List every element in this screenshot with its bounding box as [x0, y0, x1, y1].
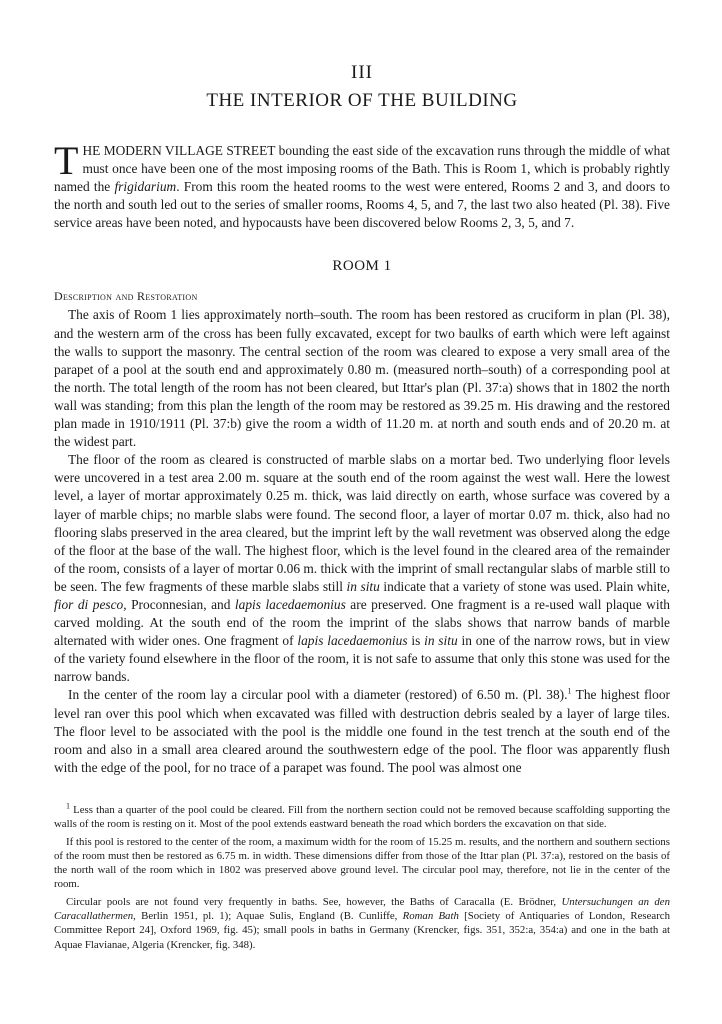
footnote-1 [54, 803, 670, 832]
intro-text-2: . From this room the heated rooms to the west were entered, Rooms 2 and 3, and doors to the north and south led out to the series of smaller rooms, Rooms 4, 5, and 7, the last two also heated (Pl. 38). Five service areas have been noted, and hypocausts have been discovered below Rooms 2, 3, 5, and 7. [54, 179, 671, 231]
p2-italic: lapis lacedaemonius [297, 633, 408, 649]
p2-italic: fior di pesco [54, 596, 124, 612]
p2-text: , Proconnesian, and [123, 596, 235, 612]
chapter-title: THE INTERIOR OF THE BUILDING [206, 90, 518, 111]
fn-text: [Society of Antiquaries of London, Research Committee Report 24], Oxford 1969, fig. 45); small pools in baths in Germany (Krencker, figs. 351, 352:a, 354:a) and one in the bath at Aquae Flavianae, Algeria (Krencker, fig. 348). [54, 909, 670, 951]
fn-text: Circular pools are not found very frequently in baths. See, however, the Baths of Caracalla (E. Brödner, [66, 895, 562, 908]
body-paragraph-3 [54, 686, 670, 776]
body-paragraph-1: The axis of Room 1 lies approximately north–south. The room has been restored as cruciform in plan (Pl. 38), and the western arm of the cross has been fully excavated, except for two baulks of earth which were left against the walls to support the masonry. The central section of the room was cleared to expose a very small area of the parapet of a pool at the south end and approximately 0.80 m. (measured north–south) of a corresponding pool at the north. The total length of the room has not been cleared, but Ittar's plan (Pl. 37:a) shows that in 1802 the north wall was standing; from this plan the length of the room may be restored as 39.25 m. His drawing and the restored plan made in 1910/1911 (Pl. 37:b) give the room a width of 11.20 m. at north and south ends and of 20.20 m. at the widest part. [54, 307, 670, 450]
room-heading: ROOM 1 [332, 258, 392, 275]
p3-text: The highest floor level ran over this pool which when excavated was filled with destruction debris sealed by a layer of large tiles. The floor level to be associated with the pool is the middle one found in the test trench at the south end of the room and also in a small area cleared around the southwestern edge of the pool. The floor was apparently flush with the edge of the pool, for no trace of a parapet was found. The pool was almost one [54, 687, 670, 775]
fn-title: Roman Bath [402, 909, 459, 922]
page [54, 62, 670, 955]
footnotes [54, 803, 670, 952]
footnote-ref[interactable]: 1 [567, 686, 572, 696]
intro-text-1: HE MODERN VILLAGE STREET bounding the east side of the excavation runs through the middle of what must once have been one of the most imposing rooms of the Bath. This is Room 1, which is probably rightly named the [54, 143, 670, 195]
fn-title: Untersuchungen an den Caracallathermen [54, 895, 670, 922]
intro-term-frigidarium: frigidarium [114, 179, 177, 195]
chapter-number: III [351, 62, 373, 83]
p2-text: The floor of the room as cleared is constructed of marble slabs on a mortar bed. Two underlying floor levels were uncovered in a test area 2.00 m. square at the south end of the room against the west wall. Here the lowest level, a layer of mortar approximately 0.25 m. thick, was laid directly on earth, whose surface was covered by a layer of marble chips; no marble slabs were found. The second floor, a layer of mortar 0.07 m. thick, also had no flooring slabs preserved in the area cleared, but the imprint left by the wall revetment was observed along the edge of the floor at the base of the wall. The highest floor, which is the level found in the cleared area of the remainder of the room, consists of a layer of mortar 0.06 m. thick with the imprint of small rectangular slabs of marble still to be seen. The few fragments of these marble slabs still [54, 452, 670, 594]
p2-text: are preserved. One fragment is a re-used wall plaque with carved molding. At the south end of the room the imprint of the slabs shows that narrow bands of marble alternated with wider ones. One fragment of [54, 596, 670, 649]
p2-text: indicate that a variety of stone was used. Plain white, [379, 578, 670, 594]
footnote-marker: 1 [66, 801, 70, 811]
section-subheading: Description and Restoration [54, 289, 198, 304]
body-paragraph-2 [54, 451, 670, 686]
p2-italic: in situ [346, 578, 380, 594]
p3-text: In the center of the room lay a circular pool with a diameter (restored) of 6.50 m. (Pl. 38). [68, 687, 568, 703]
p2-italic: in situ [424, 633, 458, 649]
drop-cap: T [54, 138, 79, 183]
intro-paragraph [54, 138, 671, 232]
footnote-1-continued: If this pool is restored to the center of the room, a maximum width for the room of 15.25 m. results, and the northern and southern sections of the room must then be restored as 6.75 m. in width. These dimensions differ from those of the Ittar plan (Pl. 37:a), restored on the basis of the north wall of the room which in 1802 was preserved above ground level. The circular pool may, therefore, not lie in the center of the room. [54, 835, 670, 891]
p2-italic: lapis lacedaemonius [234, 596, 346, 612]
p2-text: is [407, 633, 425, 649]
footnote-1-references [54, 895, 670, 952]
footnote-1-text: Less than a quarter of the pool could be cleared. Fill from the northern section could not be removed because scaffolding supporting the walls of the room is resting on it. Most of the pool extends eastward beneath the road which borders the excavation on that side. [54, 803, 670, 831]
p2-text: in one of the narrow rows, but in view of the variety found elsewhere in the floor of the room, it is not safe to assume that only this stone was used for the narrow bands. [54, 633, 670, 685]
fn-text: , Berlin 1951, pl. 1); Aquae Sulis, England (B. Cunliffe, [133, 909, 403, 922]
